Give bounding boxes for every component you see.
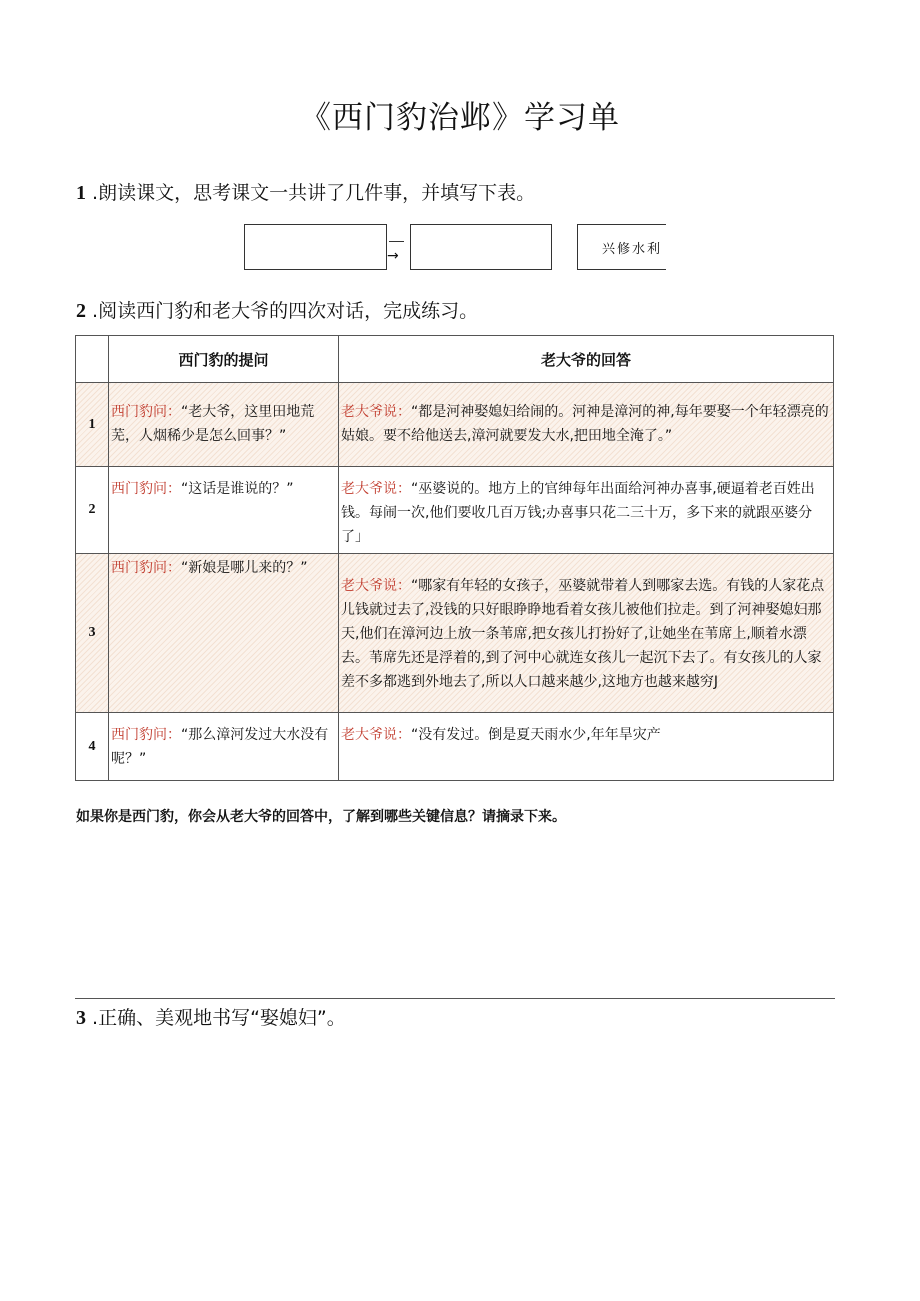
answer-text: “没有发过。倒是夏天雨水少,年年旱灾产	[411, 727, 661, 743]
question-speaker: 西门豹问：	[111, 481, 181, 497]
question-cell	[109, 383, 339, 467]
answer-cell	[339, 713, 834, 781]
answer-speaker: 老大爷说：	[341, 578, 411, 594]
answer-text: “哪家有年轻的女孩子，巫婆就带着人到哪家去选。有钱的人家花点儿钱就过去了,没钱的只好眼睁睁地看着女孩儿被他们拉走。到了河神娶媳妇那天,他们在漳河边上放一条苇席,把女孩儿打扮好了,让她坐在苇席上,顺着水漂去。苇席先还是浮着的,到了河中心就连女孩儿一起沉下去了。有女孩儿的人家差不多都逃到外地去了,所以人口越来越少,这地方也越来越穷J	[341, 578, 825, 690]
question-cell	[109, 554, 339, 713]
answer-text: “都是河神娶媳妇给闹的。河神是漳河的神,每年要娶一个年轻漂亮的姑娘。要不给他送去,漳河就要发大水,把田地全淹了。”	[341, 403, 829, 444]
flow-box-3: 兴修水利	[577, 224, 666, 270]
row-number: 4	[76, 713, 109, 781]
question-3-number: 3	[76, 1007, 86, 1029]
question-1-number: 1	[76, 182, 86, 204]
header-number	[76, 336, 109, 383]
question-1	[76, 178, 535, 205]
flow-box-1[interactable]	[244, 224, 387, 270]
question-3-text: .正确、美观地书写“娶媳妇”。	[92, 1007, 346, 1029]
question-cell	[109, 467, 339, 554]
table-row	[76, 713, 834, 781]
answer-speaker: 老大爷说：	[341, 403, 411, 420]
divider	[75, 998, 835, 999]
answer-text: “巫婆说的。地方上的官绅每年出面给河神办喜事,硬逼着老百姓出钱。每闹一次,他们要收几百万钱;办喜事只花二三十万，多下来的就跟巫婆分了」	[341, 481, 815, 545]
question-text: “新娘是哪儿来的？”	[181, 560, 308, 576]
question-2-number: 2	[76, 300, 86, 322]
question-speaker: 西门豹问：	[111, 560, 181, 576]
table-row	[76, 554, 834, 713]
flow-box-2[interactable]	[410, 224, 552, 270]
dialogue-table	[75, 335, 834, 781]
question-3	[76, 1003, 346, 1030]
question-2-text: .阅读西门豹和老大爷的四次对话，完成练习。	[92, 300, 479, 322]
page-title: 《西门豹治邺》学习单	[300, 100, 620, 136]
table-row	[76, 383, 834, 467]
answer-cell	[339, 467, 834, 554]
header-answer: 老大爷的回答	[339, 336, 834, 383]
question-speaker: 西门豹问：	[111, 727, 181, 743]
answer-speaker: 老大爷说：	[341, 481, 411, 497]
question-2	[76, 296, 478, 323]
reflection-prompt: 如果你是西门豹，你会从老大爷的回答中，了解到哪些关键信息？请摘录下来。	[76, 809, 566, 825]
row-number: 3	[76, 554, 109, 713]
table-row	[76, 467, 834, 554]
row-number: 1	[76, 383, 109, 467]
question-text: “这话是谁说的？”	[181, 481, 294, 497]
question-speaker: 西门豹问：	[111, 403, 181, 420]
table-header-row	[76, 336, 834, 383]
question-1-text: .朗读课文，思考课文一共讲了几件事，并填写下表。	[92, 182, 536, 204]
answer-cell	[339, 554, 834, 713]
row-number: 2	[76, 467, 109, 554]
arrow-right-icon: →	[387, 248, 399, 264]
question-text: “那么漳河发过大水没有呢？”	[111, 727, 329, 767]
arrow-connector	[389, 241, 404, 242]
question-cell	[109, 713, 339, 781]
answer-speaker: 老大爷说：	[341, 727, 411, 743]
question-text: “老大爷，这里田地荒芜，人烟稀少是怎么回事？”	[111, 403, 315, 444]
answer-cell	[339, 383, 834, 467]
header-question: 西门豹的提问	[109, 336, 339, 383]
